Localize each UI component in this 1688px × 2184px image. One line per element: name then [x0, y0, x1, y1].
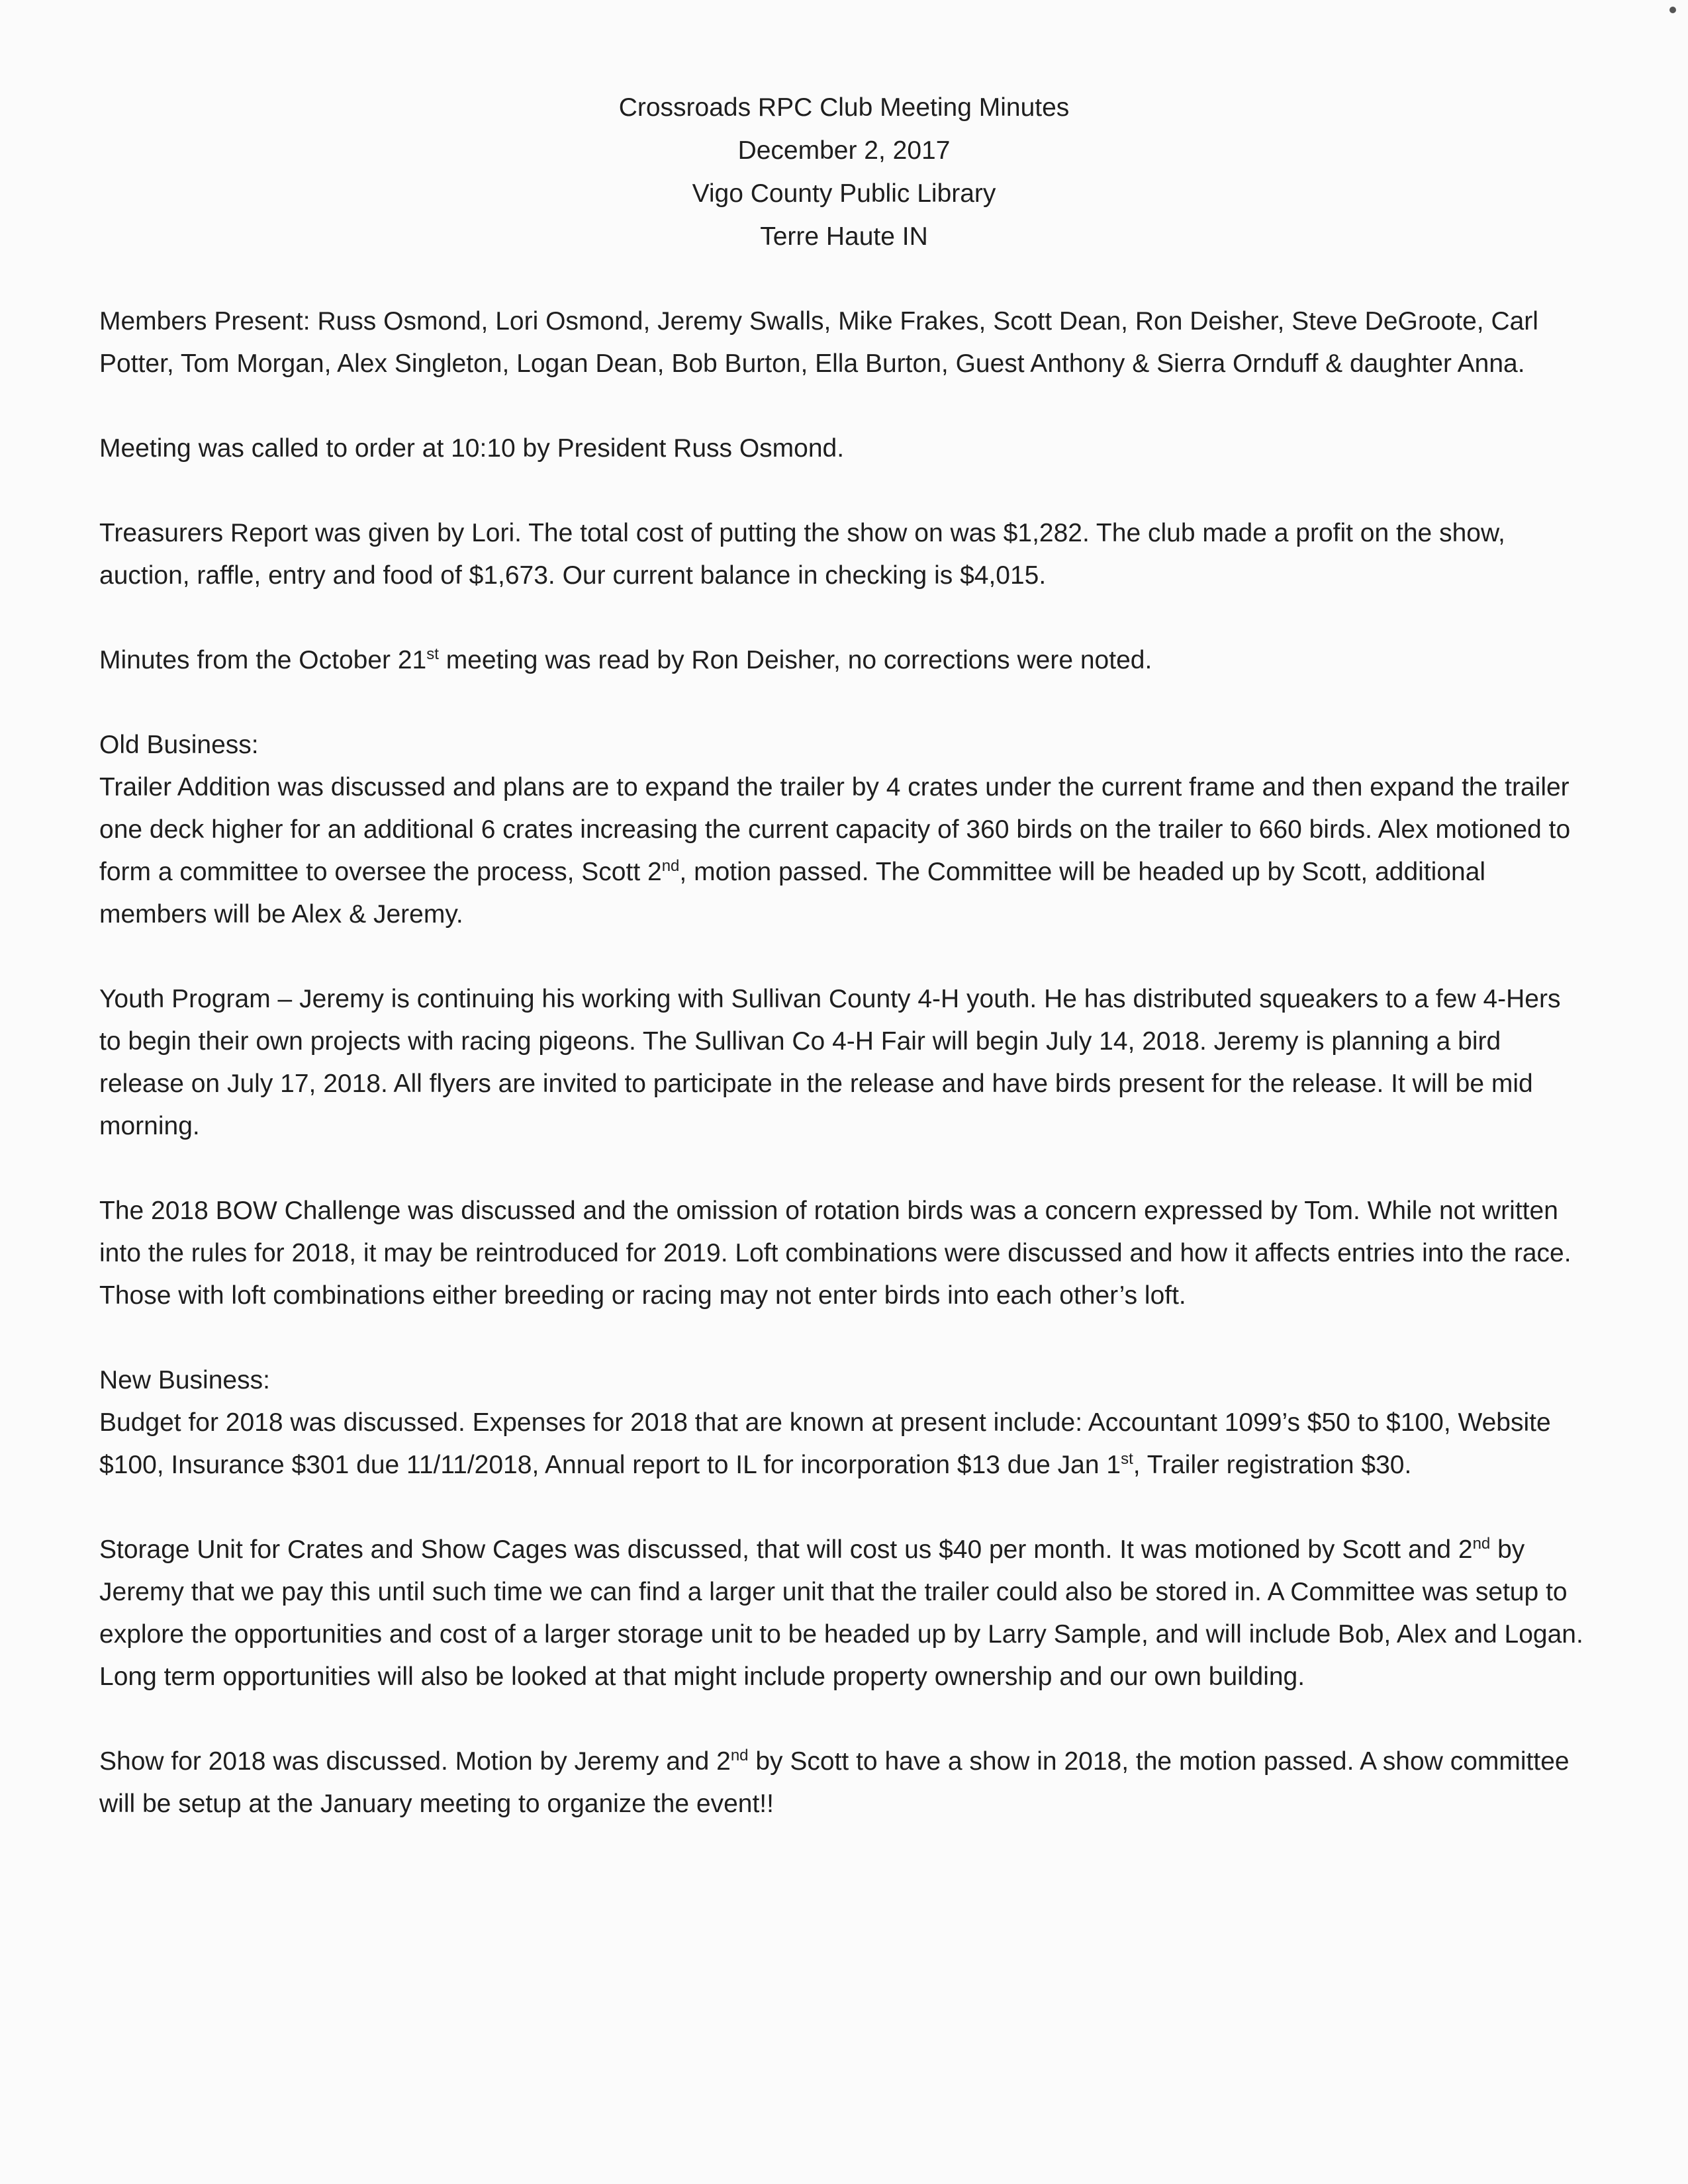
storage-text-end: by Jeremy that we pay this until such time we can find a larger unit that the trailer could also be stored in. A Committee was setup to explore the opportunities and cost of a larger storage unit to be headed up by Larry Sample, and will include Bob, Alex and Logan. Long term opportunities will also be looked at that might include property ownership and our own building.	[99, 1535, 1583, 1691]
document-header	[99, 86, 1589, 258]
show-ordinal: nd	[730, 1747, 749, 1764]
minutes-text-start: Minutes from the October 21	[99, 646, 427, 674]
scan-mark	[1669, 7, 1676, 13]
document-title: Crossroads RPC Club Meeting Minutes	[618, 93, 1070, 122]
show-text-start: Show for 2018 was discussed. Motion by Jeremy and 2	[99, 1747, 731, 1776]
storage-ordinal: nd	[1472, 1535, 1491, 1553]
storage-unit-paragraph	[99, 1529, 1589, 1698]
meeting-city: Terre Haute IN	[760, 222, 928, 251]
new-business-heading: New Business:	[99, 1366, 270, 1394]
trailer-text-end: , motion passed. The Committee will be headed up by Scott, additional members will be Alex & Jeremy.	[99, 858, 1486, 929]
minutes-approval	[99, 639, 1589, 682]
bow-challenge: The 2018 BOW Challenge was discussed and the omission of rotation birds was a concern expressed by Tom. While not written into the rules for 2018, it may be reintroduced for 2019. Loft combinations were discussed and how it affects entries into the race. Those with loft combinations either breeding or racing may not enter birds into each other’s loft.	[99, 1197, 1571, 1310]
trailer-text-start: Trailer Addition was discussed and plans are to expand the trailer by 4 crates under the current frame and then expand the trailer one deck higher for an additional 6 crates increasing the current capacity of 360 birds on the trailer to 660 birds. Alex motioned to form a committee to oversee the process, Scott 2	[99, 773, 1571, 886]
show-paragraph	[99, 1741, 1589, 1825]
old-business-heading: Old Business:	[99, 731, 259, 759]
youth-program: Youth Program – Jeremy is continuing his working with Sullivan County 4-H youth. He has distributed squeakers to a few 4-Hers to begin their own projects with racing pigeons. The Sullivan Co 4-H Fair will begin July 14, 2018. Jeremy is planning a bird release on July 17, 2018. All flyers are invited to participate in the release and have birds present for the release. It will be mid morning.	[99, 985, 1561, 1140]
minutes-text-end: meeting was read by Ron Deisher, no corrections were noted.	[438, 646, 1152, 674]
meeting-venue: Vigo County Public Library	[692, 179, 996, 208]
budget-text-start: Budget for 2018 was discussed. Expenses for 2018 that are known at present include: Accountant 1099’s $50 to $100, Website $100, Insurance $301 due 11/11/2018, Annual report to IL for incorporation $13 due Jan 1	[99, 1408, 1551, 1479]
budget-text-end: , Trailer registration $30.	[1133, 1451, 1412, 1479]
show-text-end: by Scott to have a show in 2018, the motion passed. A show committee will be setup at the January meeting to organize the event!!	[99, 1747, 1570, 1818]
budget-paragraph	[99, 1402, 1589, 1486]
treasurer-report: Treasurers Report was given by Lori. The total cost of putting the show on was $1,282. The club made a profit on the show, auction, raffle, entry and food of $1,673. Our current balance in checking is $4,015.	[99, 519, 1505, 590]
trailer-ordinal: nd	[661, 857, 680, 875]
storage-text-start: Storage Unit for Crates and Show Cages was discussed, that will cost us $40 per month. It was motioned by Scott and 2	[99, 1535, 1473, 1564]
members-present: Members Present: Russ Osmond, Lori Osmond, Jeremy Swalls, Mike Frakes, Scott Dean, Ron Deisher, Steve DeGroote, Carl Potter, Tom Morgan, Alex Singleton, Logan Dean, Bob Burton, Ella Burton, Guest Anthony & Sierra Ornduff & daughter Anna.	[99, 307, 1538, 378]
call-to-order: Meeting was called to order at 10:10 by President Russ Osmond.	[99, 434, 845, 463]
trailer-addition	[99, 766, 1589, 936]
budget-ordinal: st	[1121, 1450, 1133, 1468]
meeting-date: December 2, 2017	[737, 136, 951, 165]
minutes-ordinal: st	[426, 645, 439, 663]
